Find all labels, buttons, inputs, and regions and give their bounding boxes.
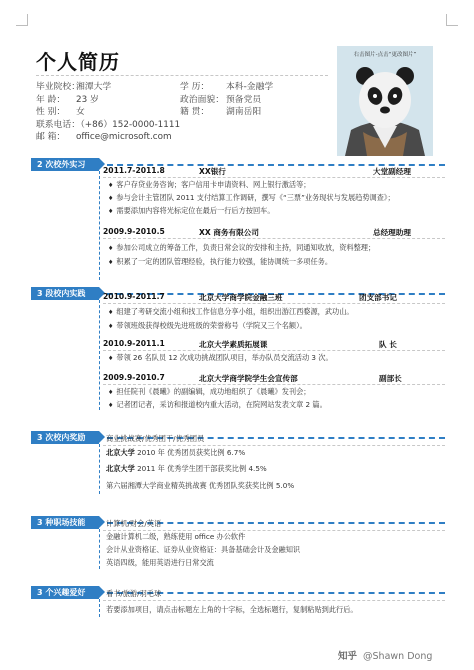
internship-row: 2009.9-2010.5 XX 商务有限公司 总经理助理 (103, 227, 411, 237)
practice-row: 2010.9-2011.1 北京大学素质拓展课 队 长 (103, 339, 397, 349)
section-vertical-rule (99, 599, 100, 617)
row-divider (103, 238, 445, 239)
bullet-item: ♦ 积累了一定的团队管理经验，执行能力较强，能协调统一多项任务。 (108, 257, 332, 267)
crop-mark-right (446, 14, 458, 26)
award-item: 第六届湘潭大学商业精英挑战赛 优秀团队奖获奖比例 5.0% (106, 481, 295, 490)
info-row-degree: 学 历： 本科-金融学 (180, 82, 274, 92)
bullet-item: ♦ 带领 26 名队员 12 次成功挑战团队项目，举办队员交流活动 3 次。 (108, 353, 333, 363)
skill-item: 金融计算机二级，熟练使用 office 办公软件 (106, 532, 246, 541)
info-row-politics: 政治面貌： 预备党员 (180, 94, 262, 105)
section-awards-header (31, 431, 445, 444)
row-divider (103, 600, 445, 601)
section-vertical-rule (99, 171, 100, 280)
practice-row: 2009.9-2010.7 北京大学商学院学生会宣传部 副部长 (103, 373, 402, 383)
watermark-site: 知乎 (338, 651, 358, 662)
personal-info-right (180, 81, 273, 119)
practice-row: 2010.9-2011.7 北京大学商学院金融三班 团支部书记 (103, 292, 397, 302)
watermark (338, 648, 432, 662)
hobby-item: 若要添加项目，请点击标题左上角的十字标，全选标题行，复制粘贴到此行后。 (106, 605, 358, 614)
info-row-school: 毕业院校：湘潭大学 (36, 82, 112, 92)
bullet-item: ♦ 带领班级获得校级先进班级的荣誉称号（学院又三个名额）。 (108, 321, 307, 331)
award-item: 北京大学 2011 年 优秀学生团干部获奖比例 4.5% (106, 464, 267, 473)
section-tab: 3 种职场技能 (31, 516, 99, 529)
section-tab: 3 次校内奖励 (31, 431, 99, 444)
info-row-phone: 联系电话：（+86）152-0000-1111 (36, 119, 181, 130)
row-divider (103, 530, 445, 531)
bullet-item: ♦ 客户存贷业务咨询；客户信用卡申请资料、网上银行激活等； (108, 180, 310, 190)
section-vertical-rule (99, 444, 100, 494)
page-title: 个人简历 (36, 50, 120, 74)
title-divider (36, 75, 328, 76)
section-hobbies-header (31, 586, 445, 599)
hobby-item: 看书/旅游/羽毛球 (106, 589, 162, 598)
info-row-gender: 性 别： 女 (36, 107, 85, 118)
profile-photo[interactable] (337, 46, 433, 156)
crop-mark-left (16, 14, 28, 26)
row-divider (103, 445, 445, 446)
photo-caption: 右击图片-点击“更改图片” (353, 52, 417, 58)
bullet-item: ♦ 组建了考研交流小组和找工作信息分享小组，组织出游江西婺源，武功山。 (108, 307, 354, 317)
skill-item: 计算机/财会/英语 (106, 519, 162, 528)
panda-portrait-image (337, 46, 433, 156)
info-row-age: 年 龄： 23 岁 (36, 94, 99, 105)
internship-row: 2011.7-2011.8 XX银行 大堂副经理 (103, 166, 411, 176)
section-tab: 3 段校内实践 (31, 287, 99, 300)
skill-item: 会计从业资格证、证券从业资格证：具备基础会计及金融知识 (106, 545, 301, 554)
personal-info-left (36, 81, 180, 144)
skill-item: 英语四级，能用英语进行日常交流 (106, 558, 214, 567)
bullet-item: ♦ 记者团记者，采访和报道校内重大活动，在院网站发表文章 2 篇。 (108, 400, 327, 410)
row-divider (103, 303, 445, 304)
row-divider (103, 177, 445, 178)
row-divider (103, 384, 445, 385)
award-item: 北京大学 2010 年 优秀团员获奖比例 6.7% (106, 448, 246, 457)
bullet-item: ♦ 参与会计主管团队 2011 支付结算工作调研，撰写《“三票”业务现状与发展趋势调查》； (108, 193, 395, 203)
info-row-email: 邮 箱： office@microsoft.com (36, 132, 172, 143)
watermark-author: @Shawn Dong (363, 651, 433, 662)
bullet-item: ♦ 参加公司成立的筹备工作，负责日常会议的安排和主持，同通知收放，资料整理； (108, 243, 375, 253)
section-skills-header (31, 516, 445, 529)
info-row-hometown: 籍 贯： 湖南岳阳 (180, 107, 262, 118)
bullet-item: ♦ 担任院刊《晨曦》的副编辑，成功地组织了《晨曦》发刊会； (108, 387, 310, 397)
section-vertical-rule (99, 529, 100, 569)
row-divider (103, 350, 445, 351)
award-item: 商业挑战赛/优秀团干/优秀团员 (106, 434, 205, 443)
section-vertical-rule (99, 300, 100, 410)
section-tab: 2 次校外实习 (31, 158, 99, 171)
bullet-item: ♦ 需要添加内容将光标定位在最后一行后方按回车。 (108, 206, 275, 216)
section-tab: 3 个兴趣爱好 (31, 586, 99, 599)
